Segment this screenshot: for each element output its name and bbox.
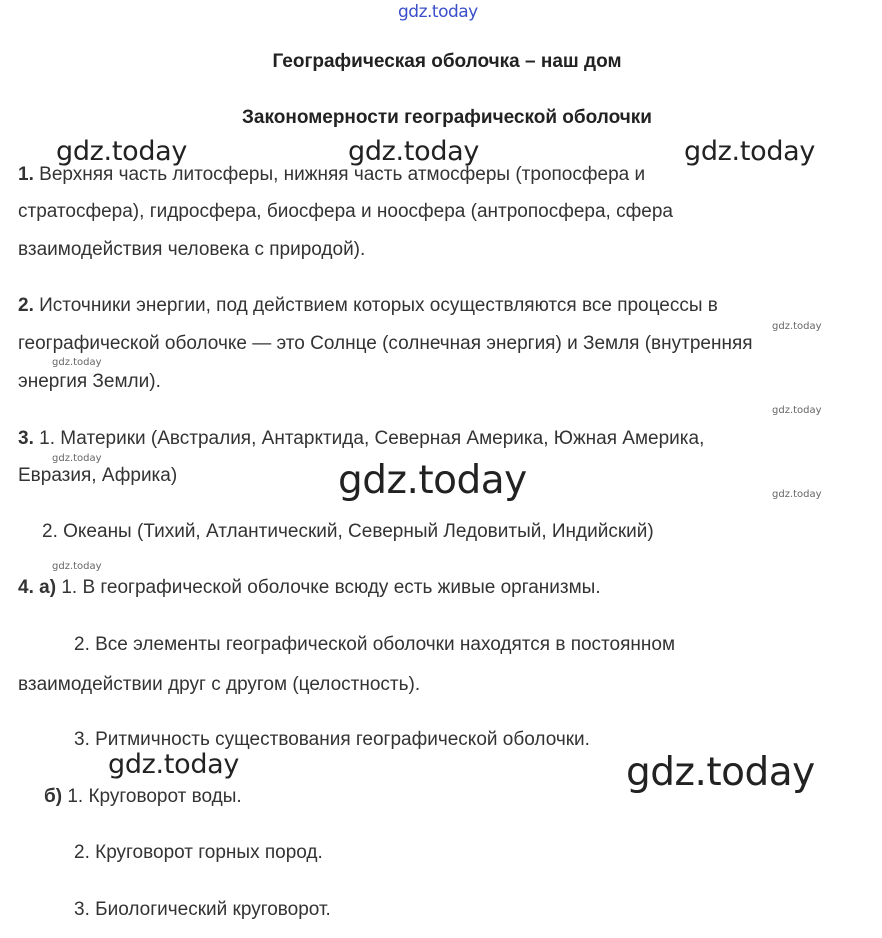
answer-number: 4. — [18, 577, 34, 598]
watermark: gdz.today — [772, 405, 822, 416]
answer-4-a-line-2: 2. Все элементы географической оболочки находятся в постоянном — [74, 634, 676, 655]
answer-text: 1. Материки (Австралия, Антарктида, Северная Америка, Южная Америка, — [39, 428, 705, 449]
answer-2-line-3: энергия Земли). — [18, 371, 161, 392]
answer-3-line-3: 2. Океаны (Тихий, Атлантический, Северный Ледовитый, Индийский) — [42, 521, 654, 542]
watermark: gdz.today — [52, 357, 102, 368]
answer-4-b-line-2: 2. Круговорот горных пород. — [74, 842, 323, 863]
part-label: а) — [39, 577, 57, 598]
watermark: gdz.today — [348, 136, 480, 167]
site-logo: gdz.today — [398, 2, 478, 22]
watermark: gdz.today — [684, 136, 816, 167]
answer-1-line-1 — [18, 164, 645, 186]
answer-text: Источники энергии, под действием которых осуществляются все процессы в — [39, 295, 718, 316]
answer-3-line-2: Евразия, Африка) — [18, 465, 178, 486]
watermark: gdz.today — [52, 453, 102, 464]
watermark: gdz.today — [52, 561, 102, 572]
answer-4-a-line-3: взаимодействии друг с другом (целостность). — [18, 674, 421, 695]
answer-4-a-line-1 — [18, 577, 601, 599]
watermark: gdz.today — [338, 458, 527, 503]
answer-text: 1. Круговорот воды. — [67, 786, 242, 807]
answer-1-line-3: взаимодействия человека с природой). — [18, 239, 366, 260]
answer-number: 2. — [18, 295, 34, 316]
watermark: gdz.today — [108, 749, 240, 780]
answer-4-b-line-1 — [44, 786, 242, 808]
page-subtitle: Закономерности географической оболочки — [242, 107, 652, 128]
page-title: Географическая оболочка – наш дом — [272, 51, 622, 72]
watermark: gdz.today — [772, 489, 822, 500]
answer-1-line-2: стратосфера), гидросфера, биосфера и ноосфера (антропосфера, сфера — [18, 201, 673, 222]
answer-4-a-line-4: 3. Ритмичность существования географической оболочки. — [74, 729, 590, 750]
answer-4-b-line-3: 3. Биологический круговорот. — [74, 899, 331, 920]
watermark: gdz.today — [772, 321, 822, 332]
answer-3-line-1 — [18, 428, 704, 450]
answer-number: 3. — [18, 428, 34, 449]
watermark: gdz.today — [56, 136, 188, 167]
part-label: б) — [44, 786, 63, 807]
answer-2-line-1 — [18, 295, 718, 317]
answer-2-line-2: географической оболочке — это Солнце (солнечная энергия) и Земля (внутренняя — [18, 333, 753, 354]
answer-number: 1. — [18, 164, 34, 185]
answer-text: 1. В географической оболочке всюду есть живые организмы. — [61, 577, 601, 598]
answer-text: Верхняя часть литосферы, нижняя часть атмосферы (тропосфера и — [39, 164, 646, 185]
watermark: gdz.today — [626, 750, 815, 795]
